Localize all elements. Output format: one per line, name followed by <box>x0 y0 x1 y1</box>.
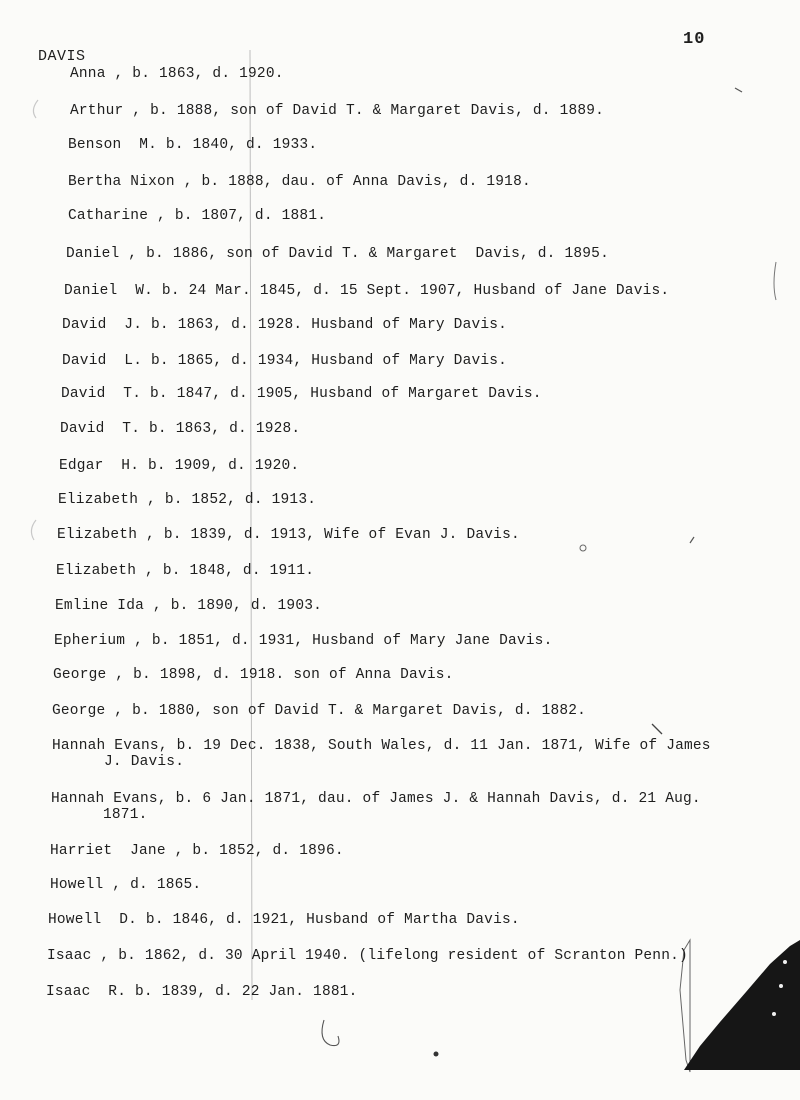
list-item: Anna , b. 1863, d. 1920. <box>70 66 284 82</box>
list-item: Benson M. b. 1840, d. 1933. <box>68 137 318 153</box>
list-item: David T. b. 1863, d. 1928. <box>60 421 301 437</box>
list-item: Emline Ida , b. 1890, d. 1903. <box>55 598 323 614</box>
list-item: Howell , d. 1865. <box>50 877 202 893</box>
page-number: 10 <box>683 30 706 49</box>
surname-heading: DAVIS <box>38 48 86 65</box>
list-item: Daniel , b. 1886, son of David T. & Margaret Davis, d. 1895. <box>66 246 609 262</box>
list-item: David T. b. 1847, d. 1905, Husband of Margaret Davis. <box>61 386 542 402</box>
entry-line: Hannah Evans, b. 6 Jan. 1871, dau. of James J. & Hannah Davis, d. 21 Aug. <box>51 791 701 807</box>
entry-continuation-line: 1871. <box>103 807 148 823</box>
list-item: Elizabeth , b. 1839, d. 1913, Wife of Evan J. Davis. <box>57 527 520 543</box>
list-item: George , b. 1898, d. 1918. son of Anna Davis. <box>53 667 454 683</box>
list-item: Elizabeth , b. 1848, d. 1911. <box>56 563 315 579</box>
list-item: Howell D. b. 1846, d. 1921, Husband of Martha Davis. <box>48 912 520 928</box>
list-item <box>52 738 711 770</box>
list-item: Harriet Jane , b. 1852, d. 1896. <box>50 843 344 859</box>
list-item: Edgar H. b. 1909, d. 1920. <box>59 458 300 474</box>
list-item: Epherium , b. 1851, d. 1931, Husband of Mary Jane Davis. <box>54 633 553 649</box>
entry-line: Hannah Evans, b. 19 Dec. 1838, South Wales, d. 11 Jan. 1871, Wife of James <box>52 738 711 754</box>
list-item: Bertha Nixon , b. 1888, dau. of Anna Davis, d. 1918. <box>68 174 531 190</box>
list-item: George , b. 1880, son of David T. & Margaret Davis, d. 1882. <box>52 703 587 719</box>
list-item: David L. b. 1865, d. 1934, Husband of Mary Davis. <box>62 353 508 369</box>
list-item: Elizabeth , b. 1852, d. 1913. <box>58 492 317 508</box>
list-item: Catharine , b. 1807, d. 1881. <box>68 208 327 224</box>
list-item: David J. b. 1863, d. 1928. Husband of Mary Davis. <box>62 317 508 333</box>
list-item <box>51 791 701 823</box>
list-item: Isaac R. b. 1839, d. 22 Jan. 1881. <box>46 984 358 1000</box>
list-item: Daniel W. b. 24 Mar. 1845, d. 15 Sept. 1907, Husband of Jane Davis. <box>64 283 670 299</box>
entry-continuation-line: J. Davis. <box>104 754 185 770</box>
list-item: Arthur , b. 1888, son of David T. & Margaret Davis, d. 1889. <box>70 103 605 119</box>
list-item: Isaac , b. 1862, d. 30 April 1940. (lifelong resident of Scranton Penn.) <box>47 948 688 964</box>
